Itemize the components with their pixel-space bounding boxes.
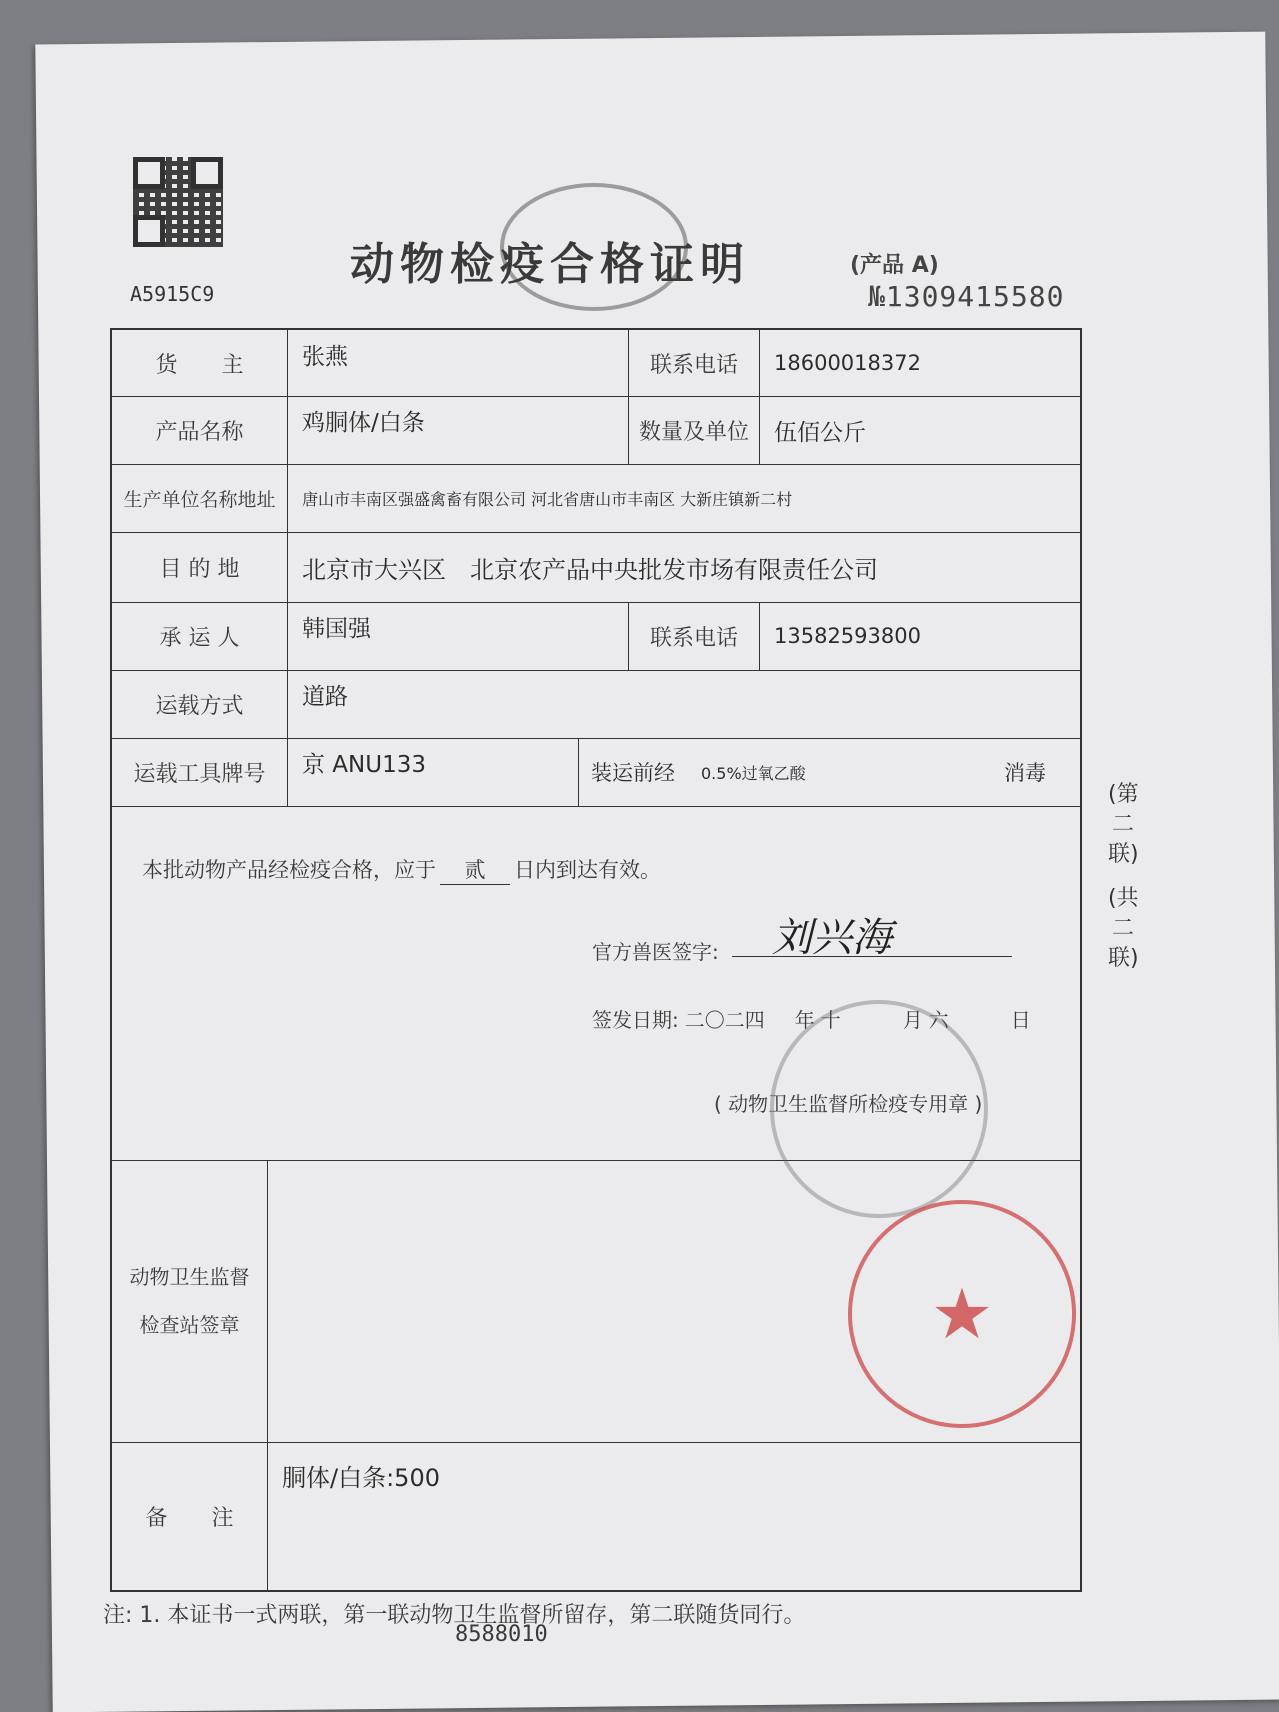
issue-date-day: 六 [928, 1008, 949, 1032]
transport-value: 道路 [302, 684, 348, 710]
product-row [112, 396, 1080, 465]
certificate-number: №1309415580 [868, 280, 1065, 313]
carrier-label: 承 运 人 [112, 602, 288, 670]
day-char: 日 [1010, 1008, 1031, 1032]
product-label: 产品名称 [112, 396, 288, 464]
remarks-row [112, 1442, 1080, 1590]
footer-number: 8588010 [455, 1622, 548, 1647]
qr-code [133, 157, 223, 247]
validity-prefix: 本批动物产品经检疫合格，应于 [142, 858, 436, 882]
validity-suffix: 日内到达有效。 [514, 858, 661, 882]
plate-row [112, 738, 1080, 807]
copy-total: (共二联) [1108, 886, 1139, 971]
quarantine-stamp [770, 1000, 988, 1218]
document-title: 动物检疫合格证明 [350, 239, 750, 290]
month-char: 月 [902, 1008, 923, 1032]
transport-label: 运载方式 [112, 670, 288, 738]
year-char: 年 [794, 1008, 815, 1032]
footer-note: 注: 1. 本证书一式两联，第一联动物卫生监督所留存，第二联随货同行。 [103, 1603, 806, 1628]
disinfect-suffix: 消毒 [1004, 761, 1046, 785]
product-value: 鸡胴体/白条 [302, 410, 425, 436]
producer-row [112, 464, 1080, 533]
destination-value: 北京市大兴区 北京农产品中央批发市场有限责任公司 [302, 555, 878, 584]
station-label-line2: 检查站签章 [139, 1313, 240, 1337]
carrier-value: 韩国强 [302, 616, 371, 642]
stamp-caption: ( 动物卫生监督所检疫专用章 ) [714, 1092, 983, 1116]
carrier-row [112, 602, 1080, 671]
remarks-label: 备 注 [112, 1442, 268, 1590]
issue-date-label: 签发日期: [592, 1008, 679, 1032]
copy-number: (第二联) [1108, 782, 1139, 867]
owner-value: 张燕 [302, 344, 348, 370]
carrier-phone-label: 联系电话 [628, 602, 760, 670]
plate-label: 运载工具牌号 [112, 738, 288, 806]
station-label-line1: 动物卫生监督 [129, 1265, 250, 1289]
red-official-seal: ★ [848, 1200, 1076, 1428]
copy-indicator [1108, 780, 1138, 974]
transport-row [112, 670, 1080, 739]
pre-transport-cell [578, 738, 1080, 806]
vet-signature: 刘兴海 [772, 915, 892, 961]
validity-days: 贰 [440, 854, 510, 885]
destination-row [112, 532, 1080, 603]
remarks-value: 胴体/白条:500 [282, 1464, 440, 1492]
vet-signature-label: 官方兽医签字: [592, 940, 719, 964]
phone-label: 联系电话 [628, 330, 760, 396]
carrier-phone-value: 13582593800 [774, 624, 921, 648]
validity-text [142, 854, 661, 885]
serial-code: A5915C9 [130, 282, 215, 306]
quantity-label: 数量及单位 [628, 396, 760, 464]
issue-date-month: 十 [820, 1008, 841, 1032]
producer-value: 唐山市丰南区强盛禽畜有限公司 河北省唐山市丰南区 大新庄镇新二村 [302, 489, 793, 509]
owner-row [112, 330, 1080, 397]
disinfectant-value: 0.5%过氧乙酸 [701, 763, 806, 783]
pre-transport-label: 装运前经 [591, 761, 675, 785]
owner-label: 货 主 [112, 330, 288, 396]
document-subtitle: (产品 A) [850, 253, 939, 278]
station-label [112, 1160, 268, 1442]
destination-label: 目 的 地 [112, 532, 288, 602]
producer-label: 生产单位名称地址 [112, 464, 288, 532]
issue-date-year: 二〇二四 [684, 1008, 765, 1032]
plate-value: 京 ANU133 [302, 752, 426, 778]
quantity-value: 伍佰公斤 [774, 419, 866, 446]
phone-value: 18600018372 [774, 351, 921, 375]
